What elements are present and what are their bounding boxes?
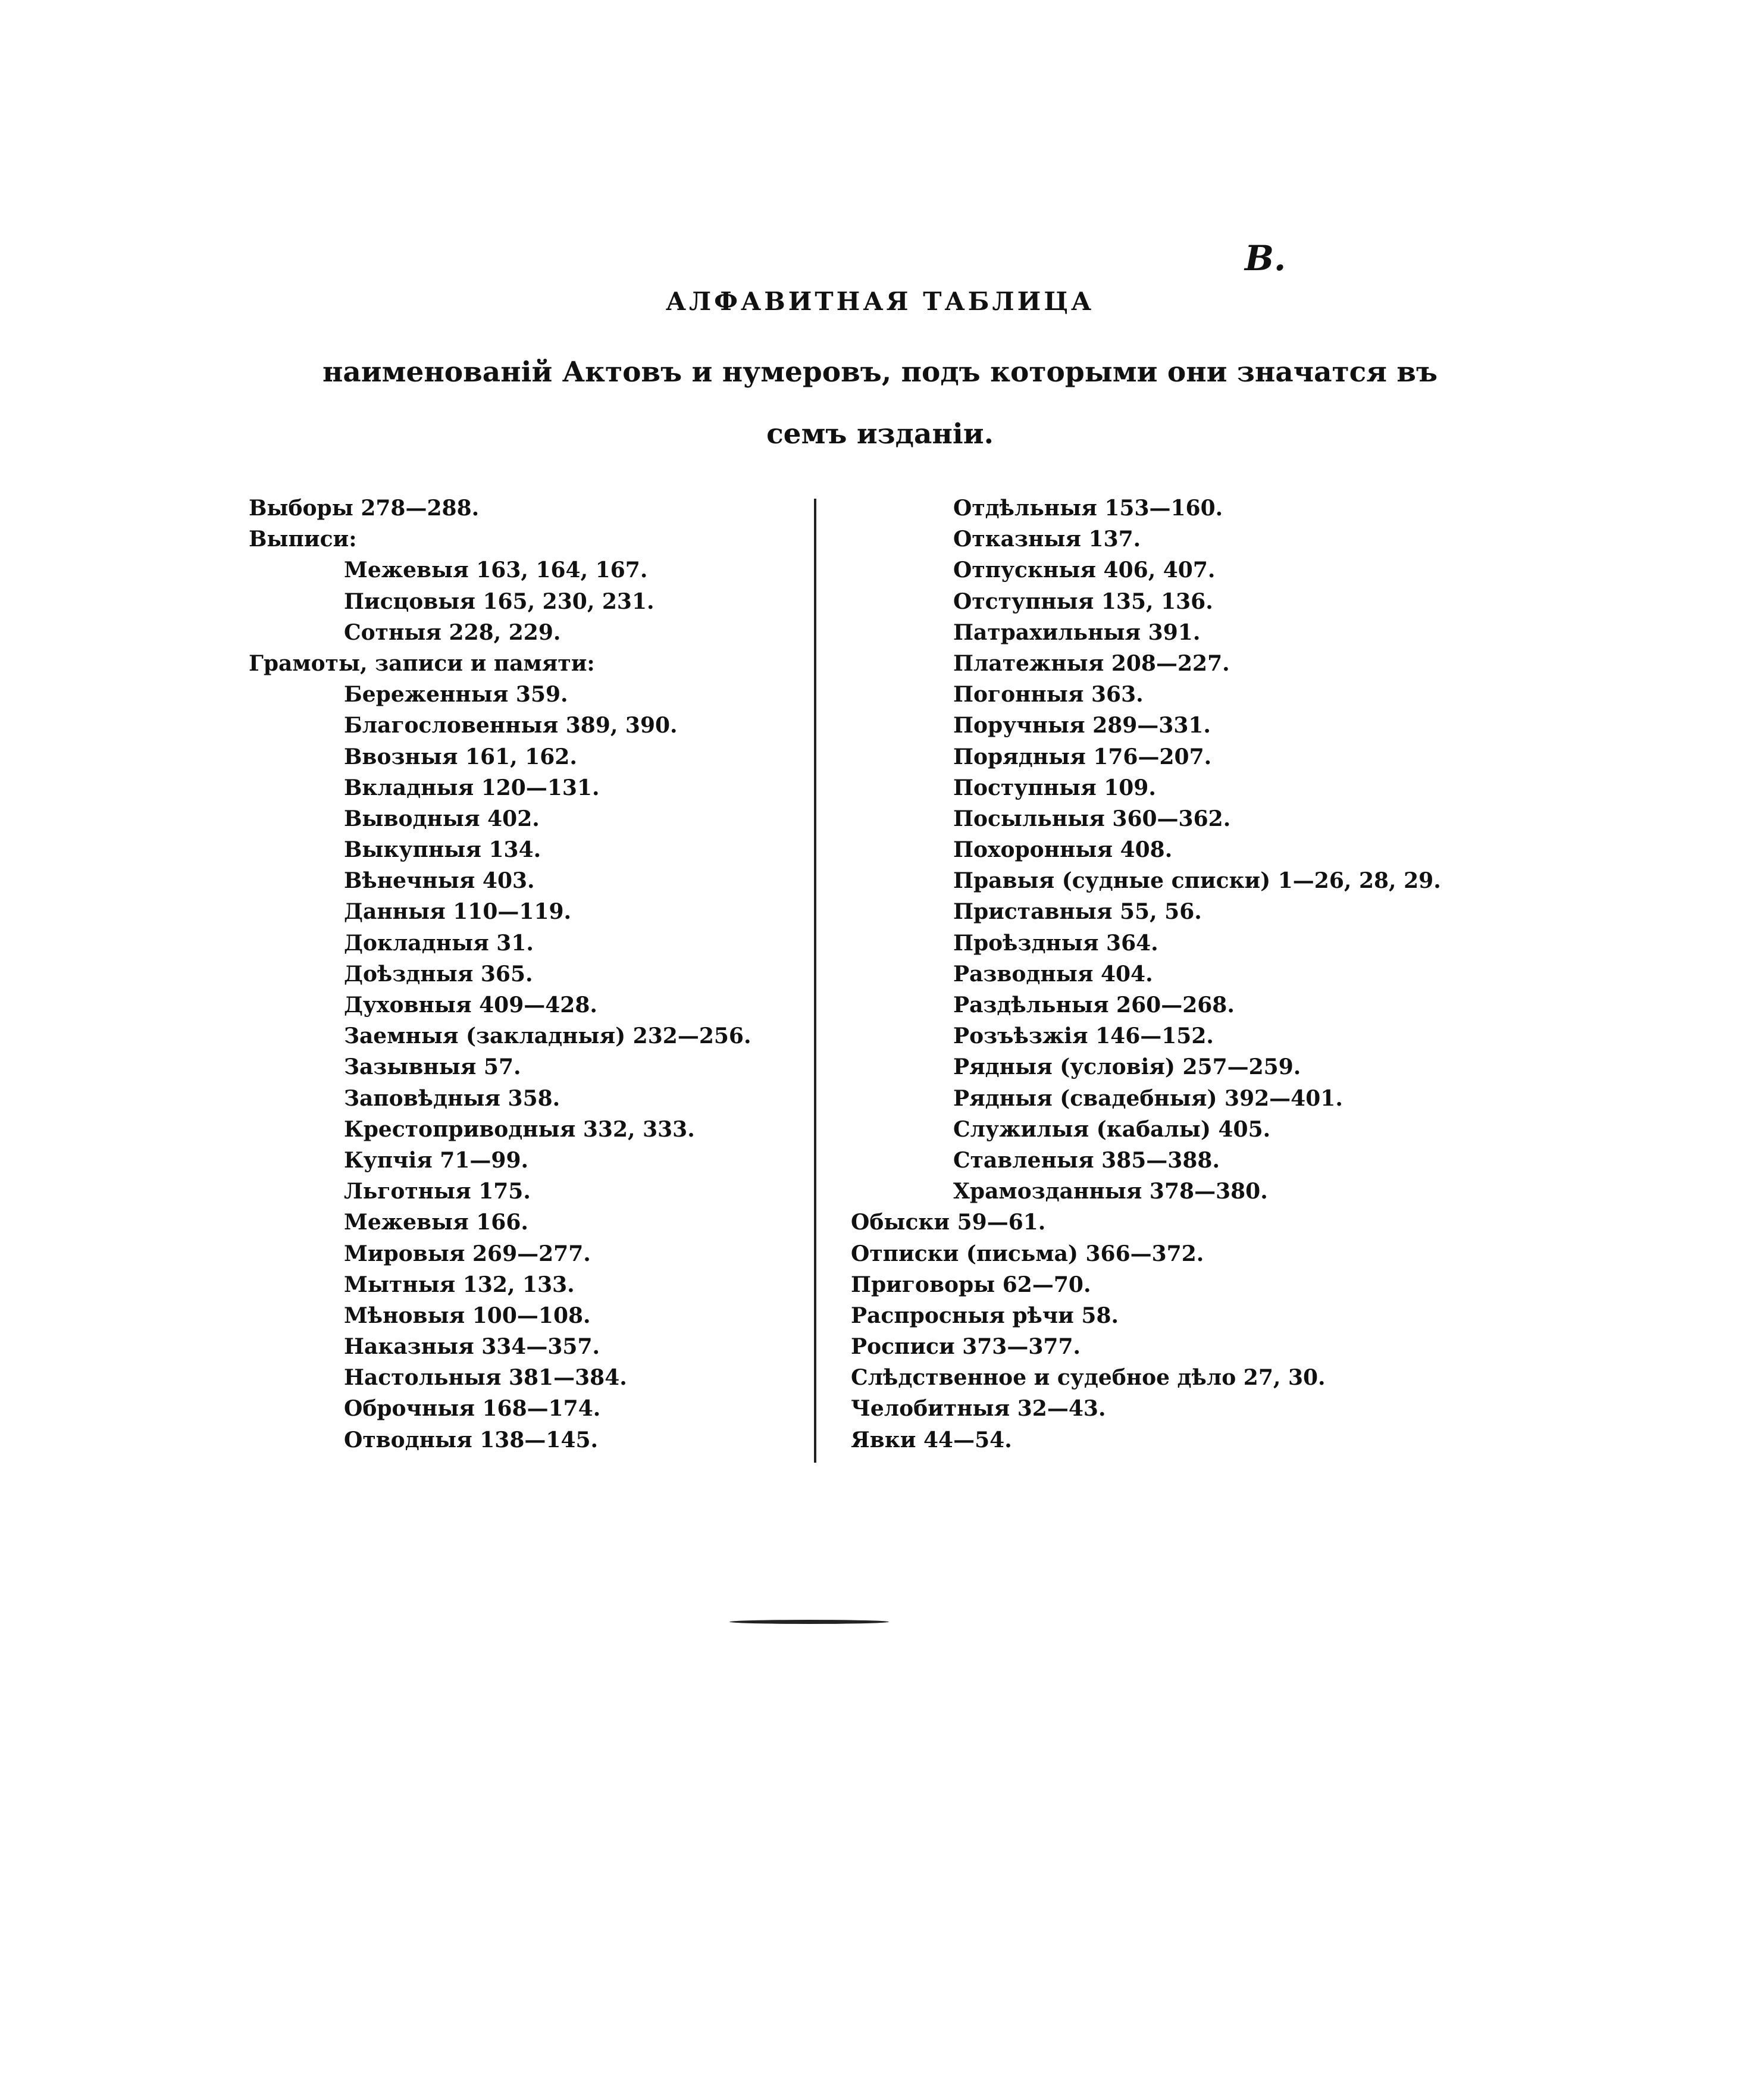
closing-rule bbox=[729, 1620, 889, 1624]
index-subentry: Отпускныя 406, 407. bbox=[953, 558, 1216, 583]
index-subentry: Поступныя 109. bbox=[953, 775, 1156, 800]
index-subentry: Ставленыя 385—388. bbox=[953, 1147, 1220, 1173]
index-subentry: Похоронныя 408. bbox=[953, 837, 1173, 863]
index-subentry: Посыльныя 360—362. bbox=[953, 806, 1231, 831]
index-subentry: Розъѣзжія 146—152. bbox=[953, 1024, 1214, 1049]
subtitle-line-1: наименованій Актовъ и нумеровъ, подъ которыми они значатся въ bbox=[322, 356, 1438, 389]
index-subentry: Приставныя 55, 56. bbox=[953, 899, 1202, 925]
index-subentry: Духовныя 409—428. bbox=[344, 993, 597, 1018]
index-subentry: Мѣновыя 100—108. bbox=[344, 1303, 591, 1328]
index-subentry: Отступныя 135, 136. bbox=[953, 589, 1213, 614]
index-subentry: Докладныя 31. bbox=[344, 930, 534, 956]
index-subentry: Межевыя 166. bbox=[344, 1210, 528, 1235]
index-subentry: Купчія 71—99. bbox=[344, 1147, 529, 1173]
column-divider bbox=[814, 499, 816, 1463]
index-subentry: Льготныя 175. bbox=[344, 1179, 531, 1204]
section-letter: B. bbox=[1245, 238, 1286, 278]
index-subentry: Сотныя 228, 229. bbox=[344, 619, 561, 645]
index-subentry: Благословенныя 389, 390. bbox=[344, 713, 678, 738]
index-entry: Приговоры 62—70. bbox=[851, 1272, 1091, 1297]
index-entry: Явки 44—54. bbox=[851, 1427, 1012, 1453]
index-entry: Слѣдственное и судебное дѣло 27, 30. bbox=[851, 1365, 1326, 1391]
index-subentry: Поручныя 289—331. bbox=[953, 713, 1211, 738]
index-subentry: Заемныя (закладныя) 232—256. bbox=[344, 1024, 751, 1049]
index-subentry: Наказныя 334—357. bbox=[344, 1334, 600, 1360]
index-subentry: Служилыя (кабалы) 405. bbox=[953, 1116, 1271, 1142]
index-subentry: Отказныя 137. bbox=[953, 527, 1141, 552]
index-subentry: Рядныя (условія) 257—259. bbox=[953, 1054, 1301, 1080]
index-entry: Обыски 59—61. bbox=[851, 1210, 1046, 1235]
index-subentry: Отводныя 138—145. bbox=[344, 1427, 599, 1453]
index-entry: Челобитныя 32—43. bbox=[851, 1396, 1106, 1422]
index-subentry: Выводныя 402. bbox=[344, 806, 540, 831]
index-subentry: Выкупныя 134. bbox=[344, 837, 541, 863]
left-index-column bbox=[249, 493, 751, 1456]
index-entry: Отписки (письма) 366—372. bbox=[851, 1241, 1204, 1266]
index-subentry: Храмозданныя 378—380. bbox=[953, 1179, 1268, 1204]
index-subentry: Оброчныя 168—174. bbox=[344, 1396, 601, 1422]
index-subentry: Порядныя 176—207. bbox=[953, 744, 1212, 769]
index-subentry: Крестоприводныя 332, 333. bbox=[344, 1116, 695, 1142]
index-subentry: Отдѣльныя 153—160. bbox=[953, 496, 1223, 521]
index-subentry: Разводныя 404. bbox=[953, 961, 1153, 987]
index-entry: Росписи 373—377. bbox=[851, 1334, 1081, 1360]
index-subentry: Погонныя 363. bbox=[953, 682, 1144, 708]
index-entry: Выборы 278—288. bbox=[249, 496, 480, 521]
index-subentry: Вкладныя 120—131. bbox=[344, 775, 600, 800]
index-subentry: Данныя 110—119. bbox=[344, 899, 572, 925]
index-subentry: Настольныя 381—384. bbox=[344, 1365, 627, 1391]
index-subentry: Береженныя 359. bbox=[344, 682, 568, 708]
index-subentry: Раздѣльныя 260—268. bbox=[953, 993, 1235, 1018]
index-subentry: Доѣздныя 365. bbox=[344, 961, 533, 987]
index-subentry: Патрахильныя 391. bbox=[953, 619, 1201, 645]
index-subentry: Вѣнечныя 403. bbox=[344, 868, 535, 894]
index-subentry: Межевыя 163, 164, 167. bbox=[344, 558, 648, 583]
subtitle-line-2: семъ изданіи. bbox=[766, 418, 994, 450]
index-entry: Выписи: bbox=[249, 527, 357, 552]
index-subentry: Мировыя 269—277. bbox=[344, 1241, 591, 1266]
right-index-column bbox=[851, 493, 1441, 1456]
page-title: АЛФАВИТНАЯ ТАБЛИЦА bbox=[665, 287, 1095, 316]
index-subentry: Заповѣдныя 358. bbox=[344, 1085, 560, 1111]
index-subentry: Писцовыя 165, 230, 231. bbox=[344, 589, 654, 614]
index-subentry: Ввозныя 161, 162. bbox=[344, 744, 577, 769]
index-subentry: Проѣздныя 364. bbox=[953, 930, 1158, 956]
index-subentry: Зазывныя 57. bbox=[344, 1054, 521, 1080]
index-entry: Распросныя рѣчи 58. bbox=[851, 1303, 1119, 1328]
index-subentry: Рядныя (свадебныя) 392—401. bbox=[953, 1085, 1343, 1111]
index-entry: Грамоты, записи и памяти: bbox=[249, 650, 595, 676]
index-subentry: Правыя (судные списки) 1—26, 28, 29. bbox=[953, 868, 1441, 894]
index-subentry: Мытныя 132, 133. bbox=[344, 1272, 575, 1297]
index-subentry: Платежныя 208—227. bbox=[953, 650, 1230, 676]
